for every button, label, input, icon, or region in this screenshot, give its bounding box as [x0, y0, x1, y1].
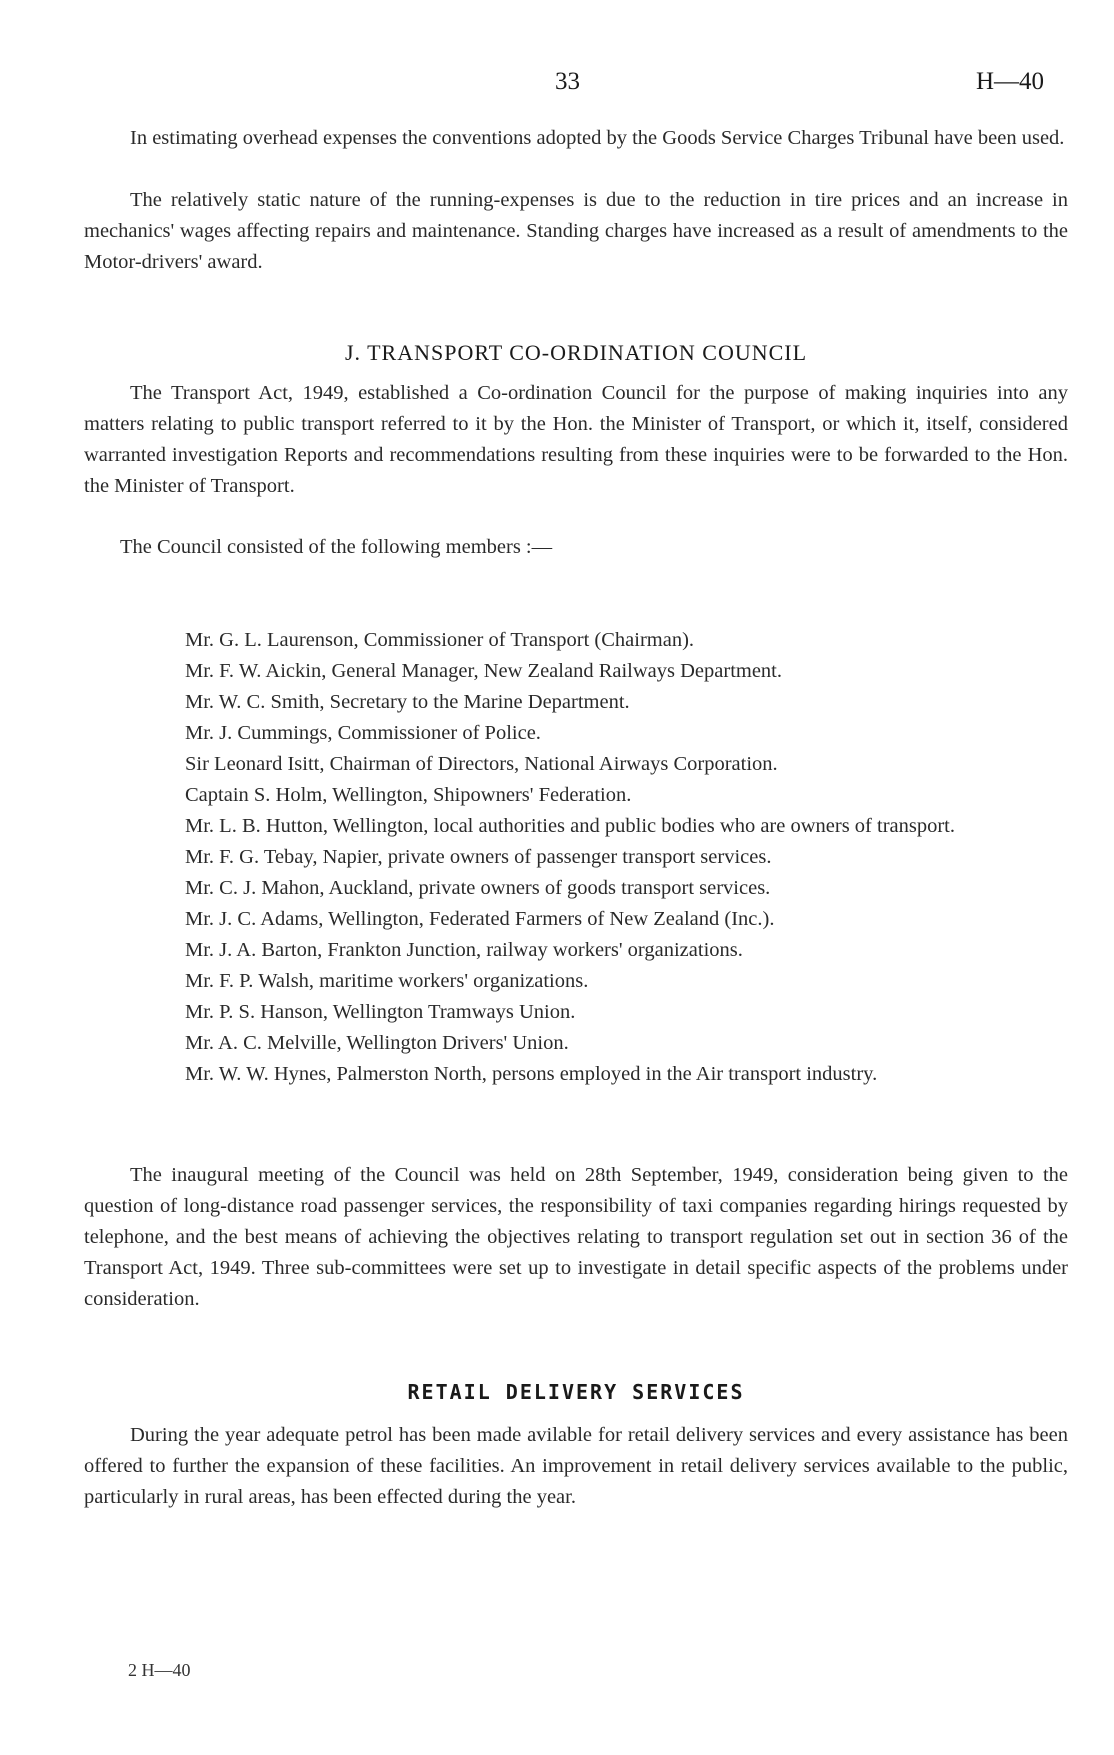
- retail-paragraph: During the year adequate petrol has been made avilable for retail delivery services and every assistance has been offered to further the expansion of these facilities. An improvement in retail delivery services available to the public, particularly in rural areas, has been effected during the year.: [84, 1424, 1068, 1508]
- document-code: H—40: [976, 68, 1045, 95]
- member-item: Mr. J. Cummings, Commissioner of Police.: [185, 722, 541, 744]
- section-j-paragraph-2: The inaugural meeting of the Council was held on 28th September, 1949, consideration being given to the question of long-distance road passenger services, the responsibility of taxi companies regarding hirings requested by telephone, and the best means of achieving the objectives relating to transport regulation set out in section 36 of the Transport Act, 1949. Three sub-committees were set up to investigate in detail specific aspects of the problems under consideration.: [84, 1164, 1068, 1310]
- member-item: Mr. A. C. Melville, Wellington Drivers' Union.: [185, 1032, 569, 1054]
- member-item: Mr. W. W. Hynes, Palmerston North, persons employed in the Air transport industry.: [185, 1063, 878, 1085]
- member-item: Mr. J. A. Barton, Frankton Junction, railway workers' organizations.: [185, 939, 743, 961]
- member-item: Mr. G. L. Laurenson, Commissioner of Transport (Chairman).: [185, 629, 695, 651]
- member-item: Mr. J. C. Adams, Wellington, Federated Farmers of New Zealand (Inc.).: [185, 908, 775, 930]
- intro-paragraph-1: In estimating overhead expenses the conventions adopted by the Goods Service Charges Tribunal have been used.: [130, 127, 1065, 149]
- member-item: Mr. L. B. Hutton, Wellington, local authorities and public bodies who are owners of transport.: [185, 815, 956, 837]
- member-item: Captain S. Holm, Wellington, Shipowners' Federation.: [185, 784, 632, 806]
- member-item: Mr. C. J. Mahon, Auckland, private owners of goods transport services.: [185, 877, 771, 899]
- page-number: 33: [555, 68, 580, 95]
- member-item: Sir Leonard Isitt, Chairman of Directors, National Airways Corporation.: [185, 753, 778, 775]
- retail-heading: RETAIL DELIVERY SERVICES: [407, 1380, 745, 1404]
- section-j-paragraph-1: The Transport Act, 1949, established a Co-ordination Council for the purpose of making inquiries into any matters relating to public transport referred to it by the Hon. the Minister of Transport, or which it, itself, considered warranted investigation Reports and recommendations resulting from these inquiries were to be forwarded to the Hon. the Minister of Transport.: [84, 382, 1068, 497]
- intro-paragraph-2: The relatively static nature of the running-expenses is due to the reduction in tire prices and an increase in mechanics' wages affecting repairs and maintenance. Standing charges have increased as a result of amendments to the Motor-drivers' award.: [84, 189, 1068, 273]
- members-intro: The Council consisted of the following members :—: [120, 536, 553, 558]
- members-list: [185, 625, 1069, 1090]
- member-item: Mr. F. W. Aickin, General Manager, New Zealand Railways Department.: [185, 660, 783, 682]
- member-item: Mr. F. G. Tebay, Napier, private owners of passenger transport services.: [185, 846, 772, 868]
- member-item: Mr. P. S. Hanson, Wellington Tramways Union.: [185, 1001, 576, 1023]
- member-item: Mr. W. C. Smith, Secretary to the Marine Department.: [185, 691, 630, 713]
- section-j-heading: J. TRANSPORT CO-ORDINATION COUNCIL: [344, 340, 808, 365]
- member-item: Mr. F. P. Walsh, maritime workers' organizations.: [185, 970, 589, 992]
- footer-signature: 2 H—40: [128, 1660, 191, 1680]
